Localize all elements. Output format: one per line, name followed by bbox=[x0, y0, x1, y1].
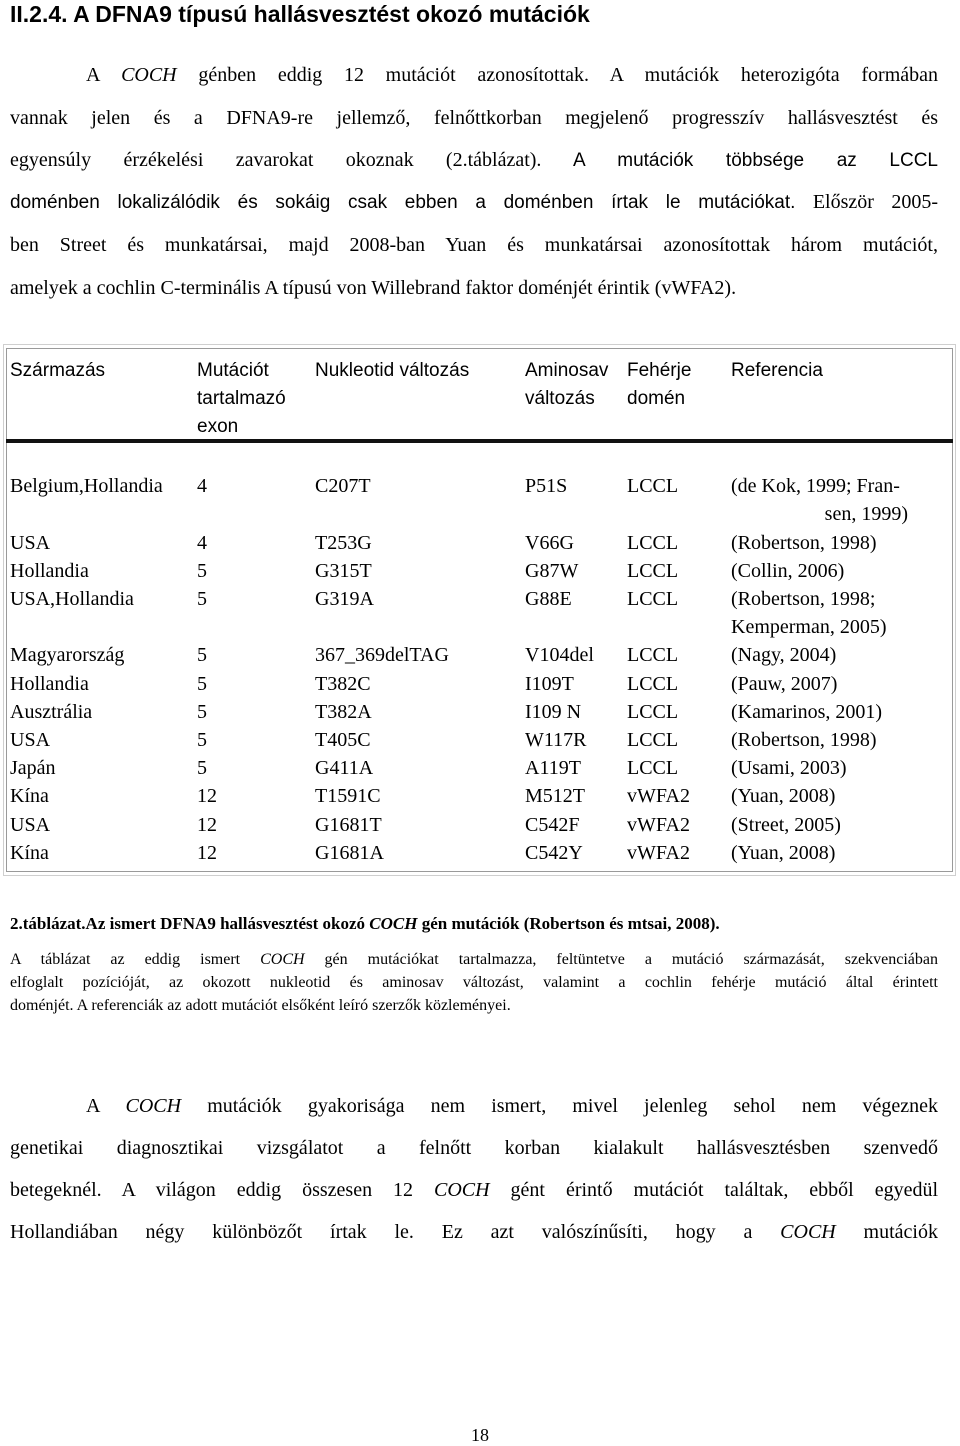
cell-exon: 5 bbox=[197, 700, 207, 723]
cell-origin: Hollandia bbox=[10, 559, 89, 582]
cell-reference bbox=[731, 698, 938, 726]
cell-exon: 5 bbox=[197, 729, 207, 751]
cell-nucleotide: T253G bbox=[315, 531, 372, 554]
cell-origin: Japán bbox=[10, 757, 56, 780]
cell-nucleotide: G319A bbox=[315, 587, 374, 610]
reference-line: Kemperman, 2005) bbox=[731, 615, 887, 638]
paragraph-line bbox=[10, 149, 938, 172]
text-run: 2.táblázat.Az ismert DFNA9 hallásvesztést okozó bbox=[10, 914, 370, 933]
cell-aminoacid: C542Y bbox=[525, 841, 583, 864]
gene-name: COCH bbox=[125, 1095, 182, 1117]
cell-nucleotide: G315T bbox=[315, 559, 372, 582]
text-run: egyensúly érzékelési zavarokat okoznak (2.táblázat). bbox=[10, 149, 542, 171]
cell-exon: 5 bbox=[197, 559, 207, 582]
cell-reference bbox=[731, 726, 938, 754]
reference-line: (Kamarinos, 2001) bbox=[731, 700, 883, 723]
text-run: gént érintő mutációt találtak, ebből egyedül bbox=[489, 1179, 939, 1201]
gene-name: COCH bbox=[121, 64, 177, 86]
text-run: mutációk gyakorisága nem ismert, mivel jelenleg sehol nem végeznek bbox=[181, 1095, 938, 1117]
header-aminoacid-line: változás bbox=[525, 388, 595, 409]
reference-line: (Pauw, 2007) bbox=[731, 672, 838, 695]
cell-exon: 4 bbox=[197, 531, 207, 554]
cell-domain: LCCL bbox=[627, 700, 679, 723]
cell-nucleotide: G411A bbox=[315, 757, 374, 780]
cell-origin: Kína bbox=[10, 841, 49, 864]
reference-line: (Nagy, 2004) bbox=[731, 644, 837, 667]
cell-reference bbox=[731, 782, 938, 810]
cell-domain: LCCL bbox=[627, 559, 679, 582]
cell-aminoacid: G88E bbox=[525, 587, 572, 610]
cell-origin: Magyarország bbox=[10, 644, 125, 667]
reference-line: (de Kok, 1999; Fran- bbox=[731, 475, 900, 497]
cell-aminoacid: I109T bbox=[525, 672, 574, 695]
header-exon-line: Mutációt bbox=[197, 360, 269, 381]
cell-aminoacid: A119T bbox=[525, 757, 581, 780]
caption-line bbox=[10, 951, 938, 969]
paragraph-line bbox=[10, 1179, 938, 1202]
header-domain-line: domén bbox=[627, 388, 686, 409]
text-run: Hollandiában négy különbözőt írtak le. Ez azt valószínűsíti, hogy a bbox=[10, 1221, 781, 1243]
cell-reference bbox=[731, 529, 938, 557]
header-origin: Származás bbox=[10, 360, 106, 381]
cell-aminoacid: V66G bbox=[525, 531, 574, 554]
cell-reference bbox=[731, 585, 938, 641]
text-run: doménben lokalizálódik és sokáig csak ebben a doménben írtak le mutációkat. bbox=[10, 192, 796, 213]
cell-aminoacid: G87W bbox=[525, 559, 579, 582]
header-nucleotide: Nukleotid változás bbox=[315, 360, 470, 381]
cell-origin: USA bbox=[10, 729, 51, 751]
cell-domain: LCCL bbox=[627, 587, 679, 610]
paragraph-line: vannak jelen és a DFNA9-re jellemző, felnőttkorban megjelenő progresszív hallásvesztést és bbox=[10, 107, 938, 129]
cell-origin: USA,Hollandia bbox=[10, 587, 134, 610]
paragraph-line: amelyek a cochlin C-terminális A típusú von Willebrand faktor doménjét érintik (vWFA2). bbox=[10, 277, 737, 299]
cell-aminoacid: V104del bbox=[525, 644, 594, 667]
cell-exon: 4 bbox=[197, 475, 207, 497]
cell-reference bbox=[731, 472, 938, 528]
header-rule bbox=[6, 439, 953, 443]
cell-domain: LCCL bbox=[627, 757, 679, 780]
cell-aminoacid: I109 N bbox=[525, 700, 582, 723]
paragraph-line: ben Street és munkatársai, majd 2008-ban Yuan és munkatársai azonosítottak három mutációt, bbox=[10, 234, 938, 256]
header-domain-line: Fehérje bbox=[627, 360, 692, 381]
cell-exon: 5 bbox=[197, 587, 207, 610]
header-domain bbox=[627, 357, 691, 413]
text-run: mutációk bbox=[835, 1221, 938, 1243]
text-run: A bbox=[86, 64, 122, 86]
cell-reference bbox=[731, 839, 938, 867]
paragraph-line bbox=[86, 64, 938, 87]
cell-reference bbox=[731, 557, 938, 585]
reference-line: (Street, 2005) bbox=[731, 813, 841, 836]
cell-reference bbox=[731, 670, 938, 698]
cell-nucleotide: T405C bbox=[315, 729, 371, 751]
cell-domain: vWFA2 bbox=[627, 841, 690, 864]
paragraph-line bbox=[10, 191, 938, 214]
cell-origin: USA bbox=[10, 813, 51, 836]
text-run: A táblázat az eddig ismert bbox=[10, 951, 261, 968]
reference-line: (Collin, 2006) bbox=[731, 559, 845, 582]
cell-exon: 5 bbox=[197, 672, 207, 695]
cell-domain: LCCL bbox=[627, 531, 679, 554]
gene-name: COCH bbox=[780, 1221, 836, 1243]
cell-domain: vWFA2 bbox=[627, 785, 690, 808]
header-aminoacid-line: Aminosav bbox=[525, 360, 609, 381]
reference-line: (Yuan, 2008) bbox=[731, 785, 836, 808]
header-reference: Referencia bbox=[731, 360, 823, 381]
text-run: A bbox=[86, 1095, 126, 1117]
cell-domain: vWFA2 bbox=[627, 813, 690, 836]
cell-exon: 12 bbox=[197, 841, 217, 864]
cell-reference bbox=[731, 811, 938, 839]
table-caption-title bbox=[10, 914, 720, 934]
cell-exon: 12 bbox=[197, 813, 217, 836]
reference-line: (Robertson, 1998) bbox=[731, 531, 877, 554]
cell-nucleotide: C207T bbox=[315, 475, 371, 497]
gene-name: COCH bbox=[369, 914, 418, 933]
paragraph-line bbox=[10, 1221, 938, 1244]
gene-name: COCH bbox=[434, 1179, 490, 1201]
cell-domain: LCCL bbox=[627, 475, 679, 497]
header-exon-line: tartalmazó bbox=[197, 388, 286, 409]
cell-nucleotide: 367_369delTAG bbox=[315, 644, 449, 667]
paragraph-line bbox=[86, 1095, 938, 1118]
cell-domain: LCCL bbox=[627, 672, 679, 695]
cell-origin: USA bbox=[10, 531, 51, 554]
cell-aminoacid: M512T bbox=[525, 785, 585, 808]
cell-domain: LCCL bbox=[627, 729, 679, 751]
cell-nucleotide: T1591C bbox=[315, 785, 381, 808]
cell-reference bbox=[731, 754, 938, 782]
header-aminoacid bbox=[525, 357, 608, 413]
cell-origin: Ausztrália bbox=[10, 700, 93, 723]
section-heading: II.2.4. A DFNA9 típusú hallásvesztést okozó mutációk bbox=[10, 1, 590, 27]
cell-nucleotide: G1681A bbox=[315, 841, 384, 864]
gene-name: COCH bbox=[260, 951, 305, 968]
cell-aminoacid: W117R bbox=[525, 729, 587, 751]
text-run: gén mutációkat tartalmazza, feltüntetve a mutáció származását, szekvenciában bbox=[304, 951, 938, 968]
cell-exon: 5 bbox=[197, 757, 207, 780]
cell-aminoacid: P51S bbox=[525, 475, 568, 497]
reference-line: (Usami, 2003) bbox=[731, 757, 847, 780]
reference-line: sen, 1999) bbox=[824, 503, 908, 525]
cell-origin: Kína bbox=[10, 785, 49, 808]
paragraph-line: genetikai diagnosztikai vizsgálatot a felnőtt korban kialakult hallásvesztésben szenvedő bbox=[10, 1137, 938, 1159]
cell-reference bbox=[731, 641, 938, 669]
caption-line: doménjét. A referenciák az adott mutációt elsőként leíró szerzők közleményei. bbox=[10, 997, 511, 1014]
header-exon-line: exon bbox=[197, 416, 239, 437]
cell-nucleotide: T382C bbox=[315, 672, 371, 695]
reference-line: (Robertson, 1998) bbox=[731, 729, 877, 751]
cell-exon: 5 bbox=[197, 644, 207, 667]
cell-origin: Hollandia bbox=[10, 672, 89, 695]
cell-exon: 12 bbox=[197, 785, 217, 808]
text-run: génben eddig 12 mutációt azonosítottak. A mutációk heterozigóta formában bbox=[176, 64, 939, 86]
text-run: gén mutációk (Robertson és mtsai, 2008). bbox=[417, 914, 720, 933]
reference-line: (Robertson, 1998; bbox=[731, 587, 876, 610]
reference-line: (Yuan, 2008) bbox=[731, 841, 836, 864]
text-run: A mutációk többsége az LCCL bbox=[541, 150, 938, 171]
page-number: 18 bbox=[471, 1425, 489, 1445]
cell-origin: Belgium,Hollandia bbox=[10, 475, 163, 497]
cell-domain: LCCL bbox=[627, 644, 679, 667]
text-run: betegeknél. A világon eddig összesen 12 bbox=[10, 1179, 435, 1201]
cell-nucleotide: G1681T bbox=[315, 813, 382, 836]
cell-nucleotide: T382A bbox=[315, 700, 372, 723]
caption-line: elfoglalt pozícióját, az okozott nukleotid és aminosav változást, valamint a cochlin fehérje mutáció által érintett bbox=[10, 974, 938, 991]
header-exon bbox=[197, 357, 286, 441]
text-run: Először 2005- bbox=[795, 191, 938, 213]
cell-aminoacid: C542F bbox=[525, 813, 580, 836]
